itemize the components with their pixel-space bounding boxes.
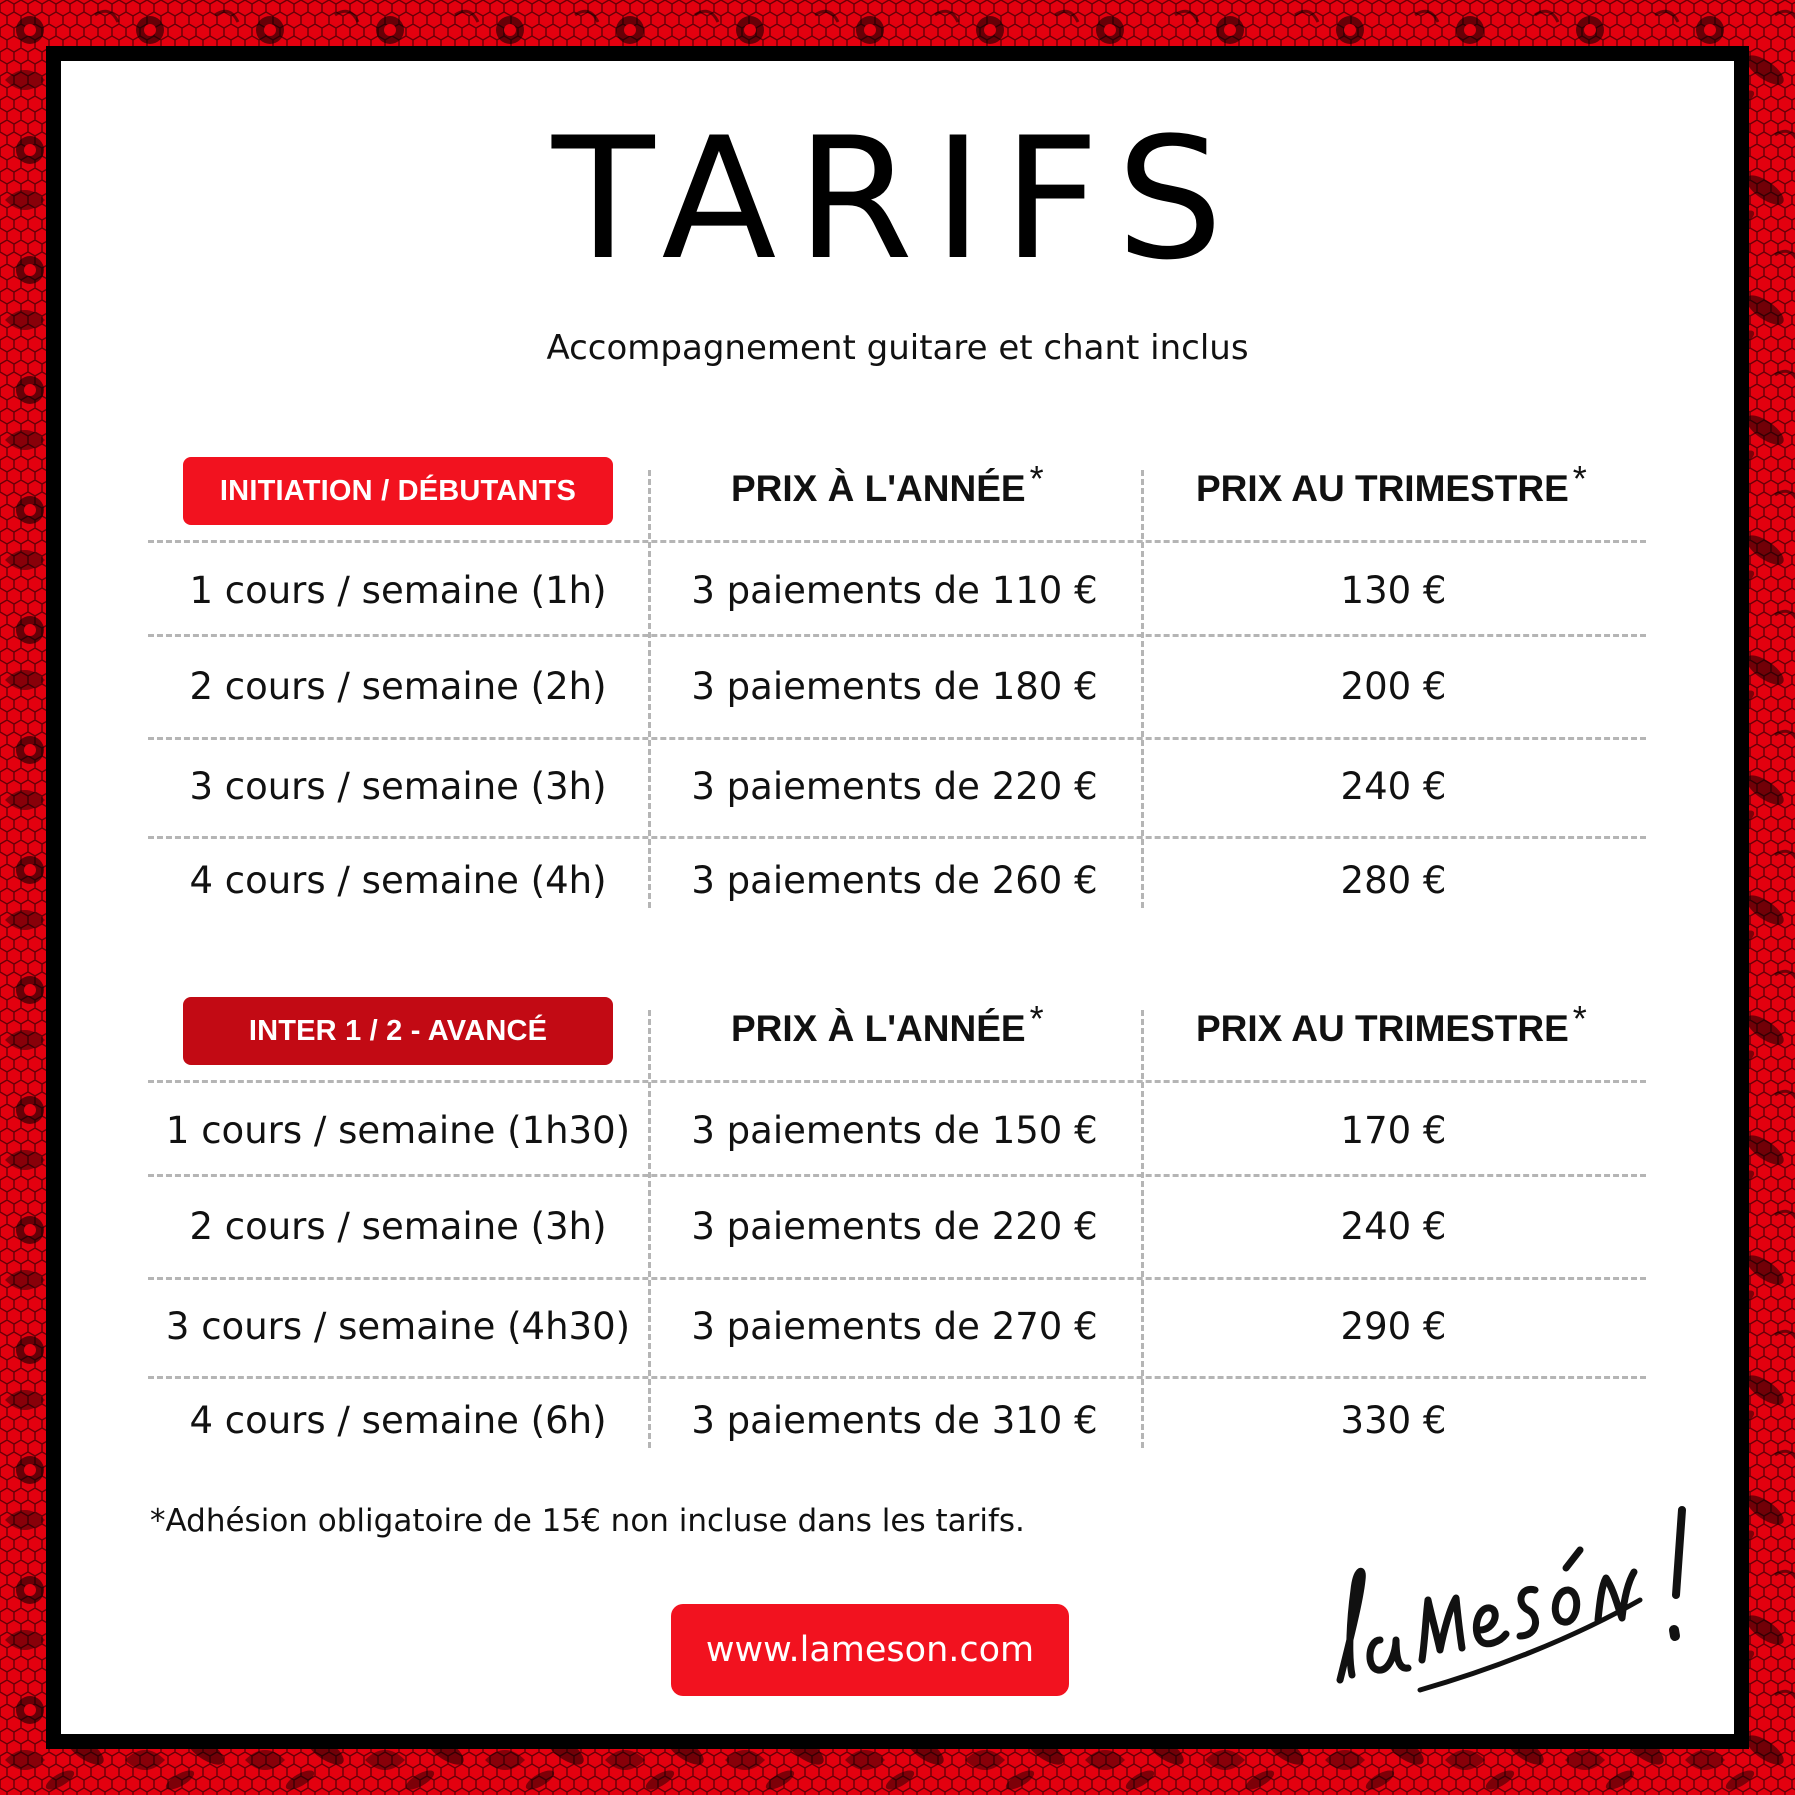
year-price: 3 paiements de 150 € bbox=[691, 1108, 1098, 1152]
footnote: *Adhésion obligatoire de 15€ non incluse dans les tarifs. bbox=[150, 1503, 1025, 1539]
column-header-label: PRIX À L'ANNÉE bbox=[731, 1008, 1026, 1049]
table-row bbox=[148, 1278, 1646, 1374]
row-divider bbox=[148, 1174, 1646, 1177]
year-price: 3 paiements de 110 € bbox=[691, 568, 1098, 612]
row-label: 2 cours / semaine (3h) bbox=[189, 1204, 607, 1248]
year-price: 3 paiements de 260 € bbox=[691, 858, 1098, 902]
table-row bbox=[148, 738, 1646, 834]
pricing-table-beginners bbox=[148, 440, 1646, 910]
table-row bbox=[148, 832, 1646, 928]
pricing-table-advanced bbox=[148, 980, 1646, 1450]
asterisk: * bbox=[1572, 998, 1587, 1039]
table-row bbox=[148, 1178, 1646, 1274]
column-header-label: PRIX AU TRIMESTRE bbox=[1196, 1008, 1569, 1049]
column-header-year bbox=[731, 458, 1044, 510]
row-label: 2 cours / semaine (2h) bbox=[189, 664, 607, 708]
year-price: 3 paiements de 310 € bbox=[691, 1398, 1098, 1442]
row-label: 1 cours / semaine (1h30) bbox=[165, 1108, 631, 1152]
trimester-price: 200 € bbox=[1340, 664, 1447, 708]
row-label: 3 cours / semaine (3h) bbox=[189, 764, 607, 808]
row-label: 4 cours / semaine (6h) bbox=[189, 1398, 607, 1442]
asterisk: * bbox=[1572, 458, 1587, 499]
table-row bbox=[148, 638, 1646, 734]
table-row bbox=[148, 542, 1646, 638]
column-header-trimester bbox=[1196, 998, 1587, 1050]
website-link-button[interactable]: www.lameson.com bbox=[671, 1604, 1069, 1696]
column-header-label: PRIX AU TRIMESTRE bbox=[1196, 468, 1569, 509]
column-header-year bbox=[731, 998, 1044, 1050]
table-row bbox=[148, 1372, 1646, 1468]
column-header-trimester bbox=[1196, 458, 1587, 510]
category-badge: INITIATION / DÉBUTANTS bbox=[183, 457, 613, 525]
row-label: 4 cours / semaine (4h) bbox=[189, 858, 607, 902]
asterisk: * bbox=[1029, 998, 1044, 1039]
signature-logo bbox=[1310, 1490, 1710, 1700]
page-subtitle: Accompagnement guitare et chant inclus bbox=[546, 328, 1249, 368]
trimester-price: 330 € bbox=[1340, 1398, 1447, 1442]
trimester-price: 170 € bbox=[1340, 1108, 1447, 1152]
year-price: 3 paiements de 270 € bbox=[691, 1304, 1098, 1348]
trimester-price: 280 € bbox=[1340, 858, 1447, 902]
column-header-label: PRIX À L'ANNÉE bbox=[731, 468, 1026, 509]
asterisk: * bbox=[1029, 458, 1044, 499]
trimester-price: 240 € bbox=[1340, 764, 1447, 808]
trimester-price: 290 € bbox=[1340, 1304, 1447, 1348]
page-title: TARIFS bbox=[551, 101, 1244, 297]
table-row bbox=[148, 1082, 1646, 1178]
category-badge: INTER 1 / 2 - AVANCÉ bbox=[183, 997, 613, 1065]
year-price: 3 paiements de 180 € bbox=[691, 664, 1098, 708]
year-price: 3 paiements de 220 € bbox=[691, 764, 1098, 808]
row-label: 3 cours / semaine (4h30) bbox=[165, 1304, 631, 1348]
trimester-price: 130 € bbox=[1340, 568, 1447, 612]
trimester-price: 240 € bbox=[1340, 1204, 1447, 1248]
row-divider bbox=[148, 634, 1646, 637]
row-label: 1 cours / semaine (1h) bbox=[189, 568, 607, 612]
year-price: 3 paiements de 220 € bbox=[691, 1204, 1098, 1248]
